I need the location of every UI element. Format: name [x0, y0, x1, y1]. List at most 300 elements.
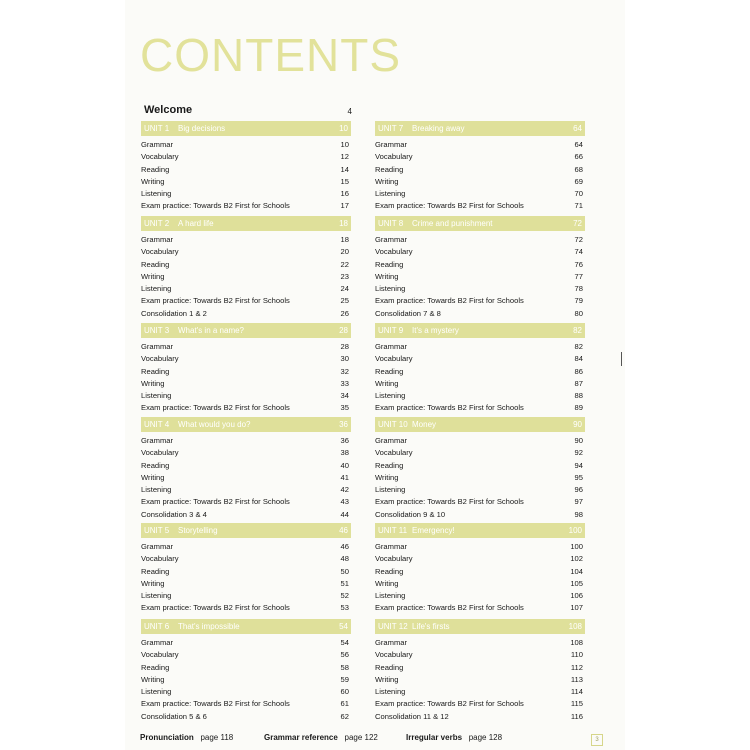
row-label: Listening [141, 284, 172, 294]
row-page: 86 [574, 366, 583, 376]
row-page: 72 [574, 235, 583, 244]
contents-row [141, 447, 351, 459]
row-page: 20 [340, 247, 349, 257]
row-label: Listening [375, 189, 406, 199]
row-page: 108 [570, 638, 583, 647]
unit-title: Money [412, 420, 437, 429]
unit-section [141, 121, 351, 213]
row-label: Writing [375, 176, 399, 186]
unit-items [375, 231, 585, 320]
row-label: Listening [141, 591, 172, 601]
contents-row [375, 271, 585, 283]
unit-page: 82 [573, 326, 582, 335]
unit-section [141, 619, 351, 723]
contents-row [375, 283, 585, 295]
unit-title: That's impossible [178, 622, 240, 631]
row-page: 61 [340, 699, 349, 709]
contents-row [375, 649, 585, 661]
unit-header [375, 216, 585, 231]
row-page: 100 [570, 542, 583, 551]
unit-header [375, 523, 585, 538]
unit-label: UNIT 1 [144, 124, 170, 133]
row-page: 53 [340, 603, 349, 613]
row-page: 98 [574, 509, 583, 519]
welcome-row [144, 104, 354, 120]
row-label: Consolidation 1 & 2 [141, 308, 207, 318]
row-page: 10 [340, 140, 349, 149]
footer-irregular-page: page 128 [468, 733, 503, 742]
row-label: Consolidation 9 & 10 [375, 509, 446, 519]
row-label: Writing [141, 378, 165, 388]
unit-title: A hard life [178, 219, 214, 228]
welcome-page: 4 [347, 107, 352, 116]
unit-header [141, 216, 351, 231]
unit-page: 36 [339, 420, 348, 429]
row-page: 41 [340, 472, 349, 482]
row-page: 80 [574, 308, 583, 318]
contents-row [141, 341, 351, 353]
contents-row [141, 637, 351, 649]
row-label: Exam practice: Towards B2 First for Schools [375, 403, 524, 413]
row-label: Grammar [375, 436, 408, 445]
row-label: Listening [141, 687, 172, 697]
contents-row [375, 553, 585, 565]
row-label: Writing [375, 674, 399, 684]
row-label: Reading [375, 662, 404, 672]
contents-row [375, 402, 585, 414]
unit-items [141, 634, 351, 723]
row-label: Listening [375, 485, 406, 495]
unit-title: Breaking away [412, 124, 465, 133]
contents-row [375, 698, 585, 710]
contents-row [141, 176, 351, 188]
unit-label: UNIT 12 [378, 622, 408, 631]
row-label: Writing [141, 472, 165, 482]
row-label: Grammar [375, 638, 408, 647]
row-page: 64 [574, 140, 583, 149]
row-label: Grammar [141, 235, 174, 244]
row-page: 104 [570, 566, 583, 576]
row-page: 71 [574, 201, 583, 211]
row-label: Grammar [375, 542, 408, 551]
unit-title: What would you do? [178, 420, 251, 429]
row-page: 34 [340, 391, 349, 401]
contents-row [141, 698, 351, 710]
contents-row [375, 246, 585, 258]
row-page: 43 [340, 497, 349, 507]
row-label: Writing [141, 176, 165, 186]
unit-page: 90 [573, 420, 582, 429]
row-page: 87 [574, 378, 583, 388]
unit-section [375, 523, 585, 615]
row-label: Exam practice: Towards B2 First for Schools [375, 699, 524, 709]
contents-row [375, 662, 585, 674]
contents-row [141, 496, 351, 508]
contents-row [141, 460, 351, 472]
row-page: 107 [570, 603, 583, 613]
unit-items [141, 338, 351, 415]
unit-items [141, 432, 351, 521]
row-label: Consolidation 3 & 4 [141, 509, 207, 519]
unit-label: UNIT 8 [378, 219, 404, 228]
row-label: Grammar [141, 542, 174, 551]
row-label: Exam practice: Towards B2 First for Schools [375, 603, 524, 613]
unit-page: 28 [339, 326, 348, 335]
row-label: Listening [141, 391, 172, 401]
unit-page: 100 [568, 526, 582, 535]
unit-title: What's in a name? [178, 326, 245, 335]
welcome-label: Welcome [144, 104, 193, 116]
row-page: 60 [340, 687, 349, 697]
row-page: 84 [574, 354, 583, 364]
contents-row [141, 271, 351, 283]
row-page: 33 [340, 378, 349, 388]
row-page: 110 [570, 650, 583, 660]
row-page: 51 [340, 578, 349, 588]
row-page: 77 [574, 271, 583, 281]
row-page: 96 [574, 485, 583, 495]
unit-title: Storytelling [178, 526, 218, 535]
contents-row [141, 590, 351, 602]
row-label: Vocabulary [375, 650, 413, 660]
contents-row [141, 366, 351, 378]
row-label: Reading [375, 460, 404, 470]
unit-items [141, 231, 351, 320]
row-page: 115 [570, 699, 583, 709]
contents-row [141, 662, 351, 674]
contents-row [141, 188, 351, 200]
row-label: Writing [375, 378, 399, 388]
row-page: 82 [574, 342, 583, 351]
unit-section [375, 216, 585, 320]
contents-row [141, 553, 351, 565]
unit-items [375, 634, 585, 723]
contents-row [375, 366, 585, 378]
unit-header [375, 323, 585, 338]
page-title: CONTENTS [140, 29, 401, 81]
row-page: 70 [574, 189, 583, 199]
row-page: 25 [340, 296, 349, 306]
row-page: 62 [340, 711, 349, 721]
row-page: 102 [570, 554, 583, 564]
row-page: 36 [340, 436, 349, 445]
unit-items [375, 432, 585, 521]
contents-row [375, 674, 585, 686]
unit-items [141, 136, 351, 213]
row-page: 59 [340, 674, 349, 684]
row-label: Writing [375, 271, 399, 281]
footer-grammar-page: page 122 [344, 733, 378, 742]
row-label: Vocabulary [375, 448, 413, 458]
contents-row [141, 509, 351, 521]
row-label: Reading [375, 566, 404, 576]
unit-header [375, 121, 585, 136]
contents-row [375, 447, 585, 459]
contents-row [375, 686, 585, 698]
row-label: Writing [141, 578, 165, 588]
contents-row [375, 602, 585, 614]
unit-page: 72 [573, 219, 582, 228]
row-label: Grammar [141, 140, 174, 149]
row-label: Vocabulary [141, 247, 179, 257]
contents-row [375, 496, 585, 508]
row-page: 50 [340, 566, 349, 576]
row-label: Exam practice: Towards B2 First for Schools [141, 296, 290, 306]
unit-title: Crime and punishment [412, 219, 493, 228]
contents-row [141, 246, 351, 258]
row-label: Exam practice: Towards B2 First for Schools [141, 699, 290, 709]
row-page: 42 [340, 485, 349, 495]
footer-pronunciation-page: page 118 [200, 733, 234, 742]
contents-row [375, 390, 585, 402]
unit-header [375, 417, 585, 432]
contents-row [375, 139, 585, 151]
row-page: 95 [574, 472, 583, 482]
row-label: Grammar [141, 342, 174, 351]
unit-label: UNIT 6 [144, 622, 170, 631]
contents-row [375, 460, 585, 472]
contents-row [141, 234, 351, 246]
unit-section [141, 523, 351, 615]
row-label: Exam practice: Towards B2 First for Schools [375, 497, 524, 507]
row-page: 105 [570, 578, 583, 588]
contents-row [375, 541, 585, 553]
contents-row [375, 566, 585, 578]
row-page: 17 [340, 201, 349, 211]
row-label: Reading [141, 662, 170, 672]
row-label: Writing [141, 271, 165, 281]
unit-header [141, 323, 351, 338]
row-page: 54 [340, 638, 349, 647]
row-label: Listening [141, 485, 172, 495]
contents-row [141, 151, 351, 163]
unit-items [375, 538, 585, 615]
row-page: 78 [574, 284, 583, 294]
row-label: Listening [141, 189, 172, 199]
row-label: Exam practice: Towards B2 First for Schools [141, 403, 290, 413]
contents-row [141, 353, 351, 365]
row-label: Consolidation 5 & 6 [141, 711, 207, 721]
unit-section [141, 216, 351, 320]
unit-label: UNIT 10 [378, 420, 408, 429]
row-page: 30 [340, 354, 349, 364]
unit-header [141, 121, 351, 136]
row-label: Reading [375, 366, 404, 376]
row-label: Grammar [375, 342, 408, 351]
row-page: 89 [574, 403, 583, 413]
contents-row [375, 590, 585, 602]
unit-items [375, 136, 585, 213]
row-page: 52 [340, 591, 349, 601]
row-page: 88 [574, 391, 583, 401]
row-page: 46 [340, 542, 349, 551]
contents-row [141, 164, 351, 176]
row-label: Grammar [375, 140, 408, 149]
footer-irregular-verbs [406, 733, 502, 742]
row-page: 69 [574, 176, 583, 186]
row-page: 97 [574, 497, 583, 507]
contents-row [141, 295, 351, 307]
row-label: Grammar [375, 235, 408, 244]
row-page: 44 [340, 509, 349, 519]
row-page: 23 [340, 271, 349, 281]
row-label: Listening [375, 687, 406, 697]
contents-row [375, 308, 585, 320]
row-label: Listening [375, 591, 406, 601]
unit-label: UNIT 7 [378, 124, 404, 133]
row-page: 74 [574, 247, 583, 257]
contents-row [375, 341, 585, 353]
unit-items [141, 538, 351, 615]
contents-row [141, 308, 351, 320]
row-label: Grammar [141, 638, 174, 647]
row-label: Reading [375, 164, 404, 174]
contents-row [141, 283, 351, 295]
footer-pronunciation-label: Pronunciation [140, 733, 194, 742]
row-page: 114 [570, 687, 583, 697]
row-page: 58 [340, 662, 349, 672]
row-label: Vocabulary [141, 152, 179, 162]
row-label: Writing [141, 674, 165, 684]
row-label: Vocabulary [141, 354, 179, 364]
row-label: Writing [375, 578, 399, 588]
unit-section [375, 323, 585, 415]
row-label: Reading [141, 259, 170, 269]
row-page: 14 [340, 164, 349, 174]
row-page: 92 [574, 448, 583, 458]
row-page: 56 [340, 650, 349, 660]
contents-row [141, 541, 351, 553]
row-page: 15 [340, 176, 349, 186]
contents-row [141, 674, 351, 686]
row-label: Reading [141, 164, 170, 174]
row-label: Listening [375, 391, 406, 401]
unit-items [375, 338, 585, 415]
contents-row [375, 295, 585, 307]
row-page: 40 [340, 460, 349, 470]
row-label: Exam practice: Towards B2 First for Schools [375, 201, 524, 211]
contents-row [375, 234, 585, 246]
contents-row [375, 378, 585, 390]
contents-row [375, 472, 585, 484]
contents-row [141, 686, 351, 698]
footer-pronunciation [140, 733, 233, 742]
unit-page: 10 [339, 124, 348, 133]
footer-grammar-label: Grammar reference [264, 733, 338, 742]
unit-header [141, 523, 351, 538]
row-page: 66 [574, 152, 583, 162]
unit-section [375, 121, 585, 213]
row-label: Vocabulary [375, 247, 413, 257]
row-page: 106 [570, 591, 583, 601]
unit-label: UNIT 2 [144, 219, 170, 228]
row-page: 28 [340, 342, 349, 351]
contents-row [141, 402, 351, 414]
row-page: 38 [340, 448, 349, 458]
row-page: 22 [340, 259, 349, 269]
row-label: Reading [141, 566, 170, 576]
contents-row [141, 472, 351, 484]
unit-page: 18 [339, 219, 348, 228]
contents-row [141, 378, 351, 390]
row-page: 18 [340, 235, 349, 244]
unit-page: 64 [573, 124, 582, 133]
contents-row [375, 259, 585, 271]
row-page: 68 [574, 164, 583, 174]
unit-title: Emergency! [412, 526, 455, 535]
contents-row [141, 390, 351, 402]
row-label: Exam practice: Towards B2 First for Schools [141, 201, 290, 211]
contents-row [375, 484, 585, 496]
contents-row [375, 188, 585, 200]
contents-row [375, 509, 585, 521]
unit-title: Big decisions [178, 124, 226, 133]
unit-label: UNIT 4 [144, 420, 170, 429]
row-page: 79 [574, 296, 583, 306]
unit-label: UNIT 9 [378, 326, 404, 335]
margin-mark [621, 352, 622, 366]
contents-row [375, 176, 585, 188]
row-label: Reading [141, 366, 170, 376]
page-number: 3 [591, 734, 603, 746]
row-page: 113 [570, 674, 583, 684]
row-label: Reading [141, 460, 170, 470]
unit-section [141, 323, 351, 415]
contents-row [141, 602, 351, 614]
unit-page: 54 [339, 622, 348, 631]
contents-row [375, 637, 585, 649]
contents-row [141, 578, 351, 590]
unit-header [141, 619, 351, 634]
contents-row [375, 578, 585, 590]
row-label: Vocabulary [141, 554, 179, 564]
row-label: Vocabulary [141, 448, 179, 458]
row-label: Writing [375, 472, 399, 482]
row-label: Vocabulary [375, 152, 413, 162]
contents-row [141, 649, 351, 661]
unit-label: UNIT 3 [144, 326, 170, 335]
unit-section [375, 619, 585, 723]
row-label: Reading [375, 259, 404, 269]
unit-page: 46 [339, 526, 348, 535]
unit-title: Life's firsts [412, 622, 450, 631]
unit-header [141, 417, 351, 432]
contents-row [375, 435, 585, 447]
unit-section [375, 417, 585, 521]
footer-irregular-label: Irregular verbs [406, 733, 463, 742]
row-page: 48 [340, 554, 349, 564]
row-label: Exam practice: Towards B2 First for Schools [141, 497, 290, 507]
row-label: Consolidation 7 & 8 [375, 308, 441, 318]
unit-section [141, 417, 351, 521]
contents-row [141, 484, 351, 496]
contents-row [141, 566, 351, 578]
row-label: Consolidation 11 & 12 [375, 711, 449, 721]
unit-label: UNIT 5 [144, 526, 170, 535]
row-page: 12 [340, 152, 349, 162]
unit-label: UNIT 11 [378, 526, 408, 535]
row-label: Exam practice: Towards B2 First for Schools [141, 603, 290, 613]
row-page: 112 [570, 662, 583, 672]
contents-row [375, 200, 585, 212]
unit-header [375, 619, 585, 634]
row-page: 35 [340, 403, 349, 413]
contents-row [141, 200, 351, 212]
row-label: Listening [375, 284, 406, 294]
contents-row [141, 259, 351, 271]
row-page: 76 [574, 259, 583, 269]
row-page: 94 [574, 460, 583, 470]
